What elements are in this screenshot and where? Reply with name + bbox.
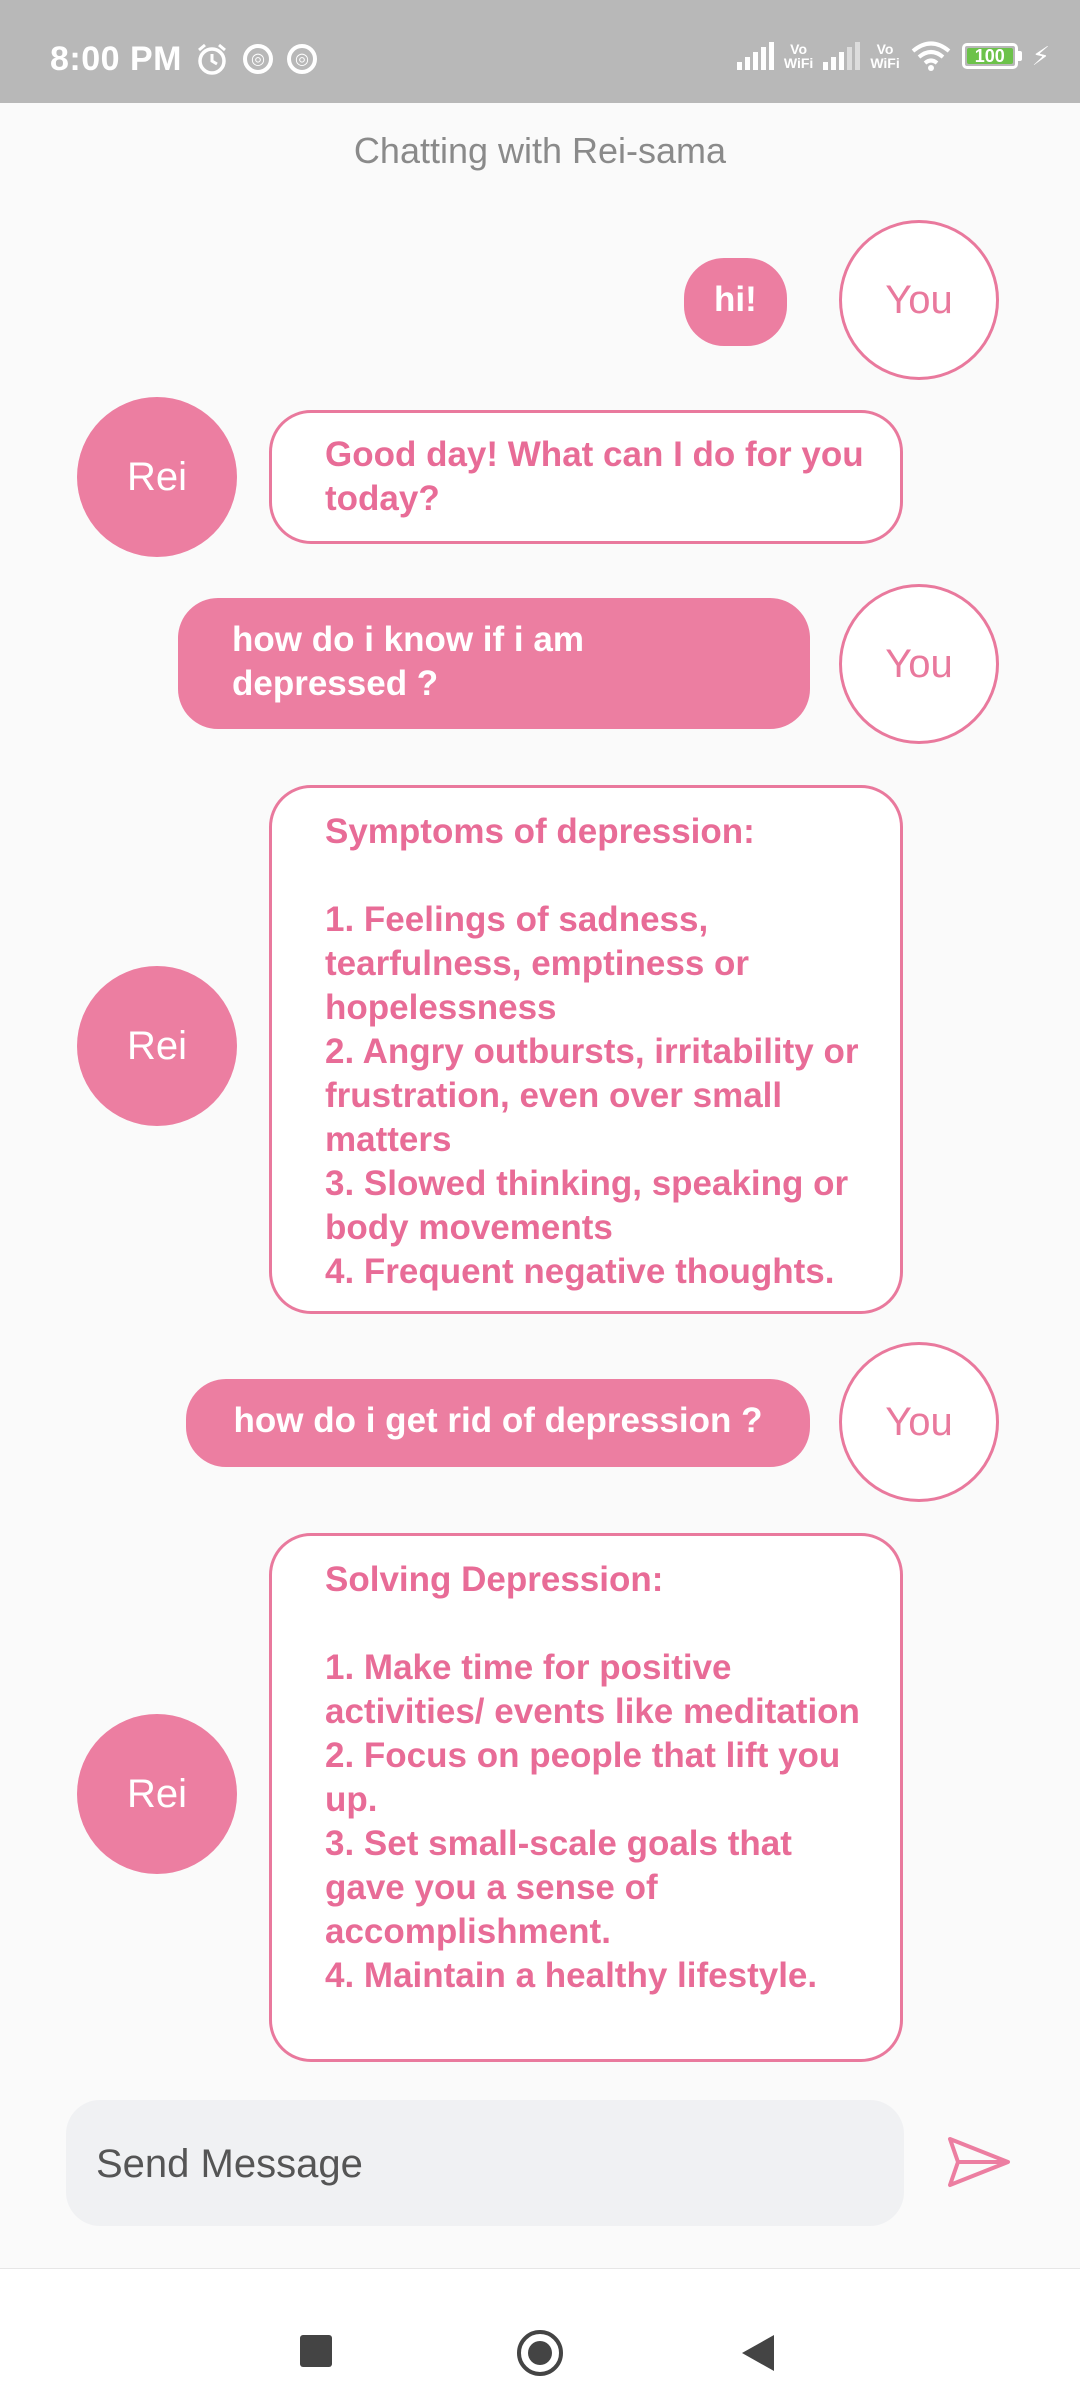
- message-input-container: [66, 2100, 904, 2226]
- recents-icon[interactable]: [300, 2335, 332, 2367]
- bot-avatar: Rei: [77, 397, 237, 557]
- user-avatar: You: [839, 584, 999, 744]
- user-message: how do i get rid of depression ?: [186, 1379, 810, 1467]
- bot-message: Symptoms of depression: 1. Feelings of sadness, tearfulness, emptiness or hopelessness 2. Angry outbursts, irritability or frustration, even over small matters 3. Slowed thinking, speaking or body movements 4. Frequent negative thoughts.: [269, 785, 903, 1314]
- battery-level: 100: [974, 46, 1005, 66]
- home-icon[interactable]: [517, 2330, 563, 2376]
- send-icon: [946, 2134, 1012, 2190]
- user-avatar: You: [839, 1342, 999, 1502]
- send-button[interactable]: [946, 2134, 1016, 2198]
- user-avatar: You: [839, 220, 999, 380]
- signal-icon: [737, 42, 774, 70]
- notification-icon: ◎: [243, 44, 273, 74]
- chat-title: Chatting with Rei-sama: [353, 130, 727, 171]
- user-message: hi!: [684, 258, 787, 346]
- status-time: 8:00 PM: [50, 40, 182, 78]
- back-icon[interactable]: [742, 2335, 774, 2371]
- vowifi-label: Vo WiFi: [783, 41, 814, 71]
- charging-icon: ⚡: [1031, 40, 1050, 71]
- status-bar: [0, 0, 1080, 103]
- alarm-icon: [195, 42, 229, 76]
- signal-icon-2: [823, 42, 860, 70]
- bot-message: Good day! What can I do for you today?: [269, 410, 903, 544]
- navigation-bar: [0, 2268, 1080, 2401]
- notification-icon-2: ◎: [287, 44, 317, 74]
- message-input[interactable]: [94, 2100, 878, 2228]
- battery-icon: [962, 43, 1018, 69]
- vowifi-label-2: Vo WiFi: [870, 41, 900, 71]
- bot-message: Solving Depression: 1. Make time for positive activities/ events like meditation 2. Focus on people that lift you up. 3. Set small-scale goals that gave you a sense of accomplishment. 4. Maintain a healthy lifestyle.: [269, 1533, 903, 2062]
- user-message: how do i know if i am depressed ?: [178, 598, 810, 729]
- wifi-icon: [910, 40, 952, 72]
- bot-avatar: Rei: [77, 966, 237, 1126]
- bot-avatar: Rei: [77, 1714, 237, 1874]
